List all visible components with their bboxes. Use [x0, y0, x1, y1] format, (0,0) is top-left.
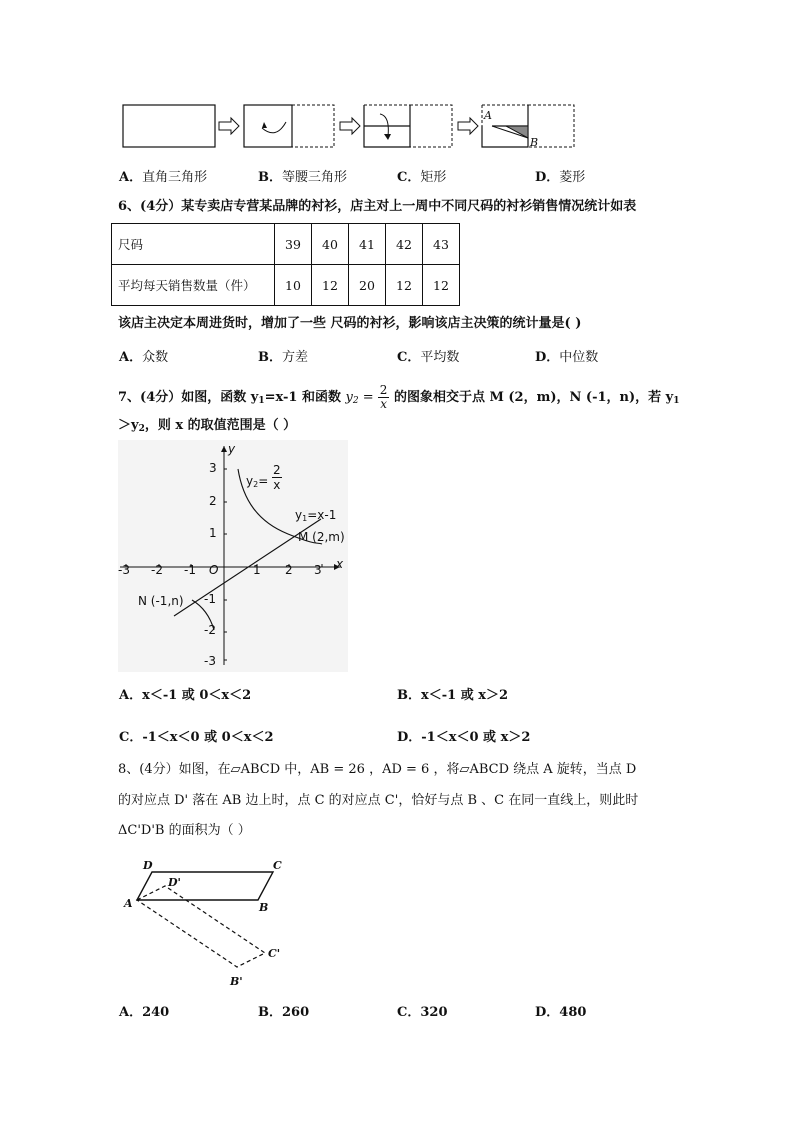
x-tick: 1 [253, 563, 261, 577]
q8-stem-line2: 的对应点 D' 落在 AB 边上时，点 C 的对应点 C'，恰好与点 B 、C 在同一直线上，则此时 [118, 793, 639, 808]
q6-option-a[interactable]: A．众数 [119, 350, 169, 365]
fig5-label-a: A [484, 109, 492, 122]
y-tick: -1 [204, 592, 216, 606]
label-b-prime: B' [230, 975, 243, 988]
table-row [112, 224, 460, 265]
fig5-label-b: B [530, 136, 539, 149]
q7-stem-line2: $>y_2$，则 x 的取值范围是（ ） [118, 418, 297, 434]
table-cell: 40 [312, 224, 349, 265]
q6-option-b[interactable]: B．方差 [258, 350, 309, 365]
point-m-label: M (2,m) [298, 530, 345, 544]
point-n-label: N (-1,n) [138, 594, 184, 608]
q8-option-d[interactable]: D．480 [535, 1005, 587, 1020]
label-c-prime: C' [268, 947, 281, 960]
q7-function-graph [118, 440, 348, 672]
parallelogram-abcd [137, 872, 273, 900]
table-cell: 20 [349, 265, 386, 306]
q6-after-text: 该店主决定本周进货时，增加了一些 尺码的衬衫，影响该店主决策的统计量是( ) [118, 316, 582, 331]
q5-folding-figure [118, 100, 588, 155]
y2-curve-label: y2= [246, 474, 269, 489]
q7-option-a[interactable]: A．x＜-1 或 0＜x＜2 [119, 688, 252, 703]
y-tick: 1 [209, 526, 217, 540]
table-cell: 12 [386, 265, 423, 306]
table-cell: 43 [423, 224, 460, 265]
y2-curve-frac: 2 x [273, 463, 281, 492]
table-cell: 10 [275, 265, 312, 306]
q6-size-table [111, 223, 460, 306]
parallelogram-ad1c1b1 [137, 886, 265, 967]
arrow-right-icon [340, 118, 360, 134]
fold-arrow-icon [380, 114, 388, 136]
arrow-right-icon [458, 118, 478, 134]
x-axis-label: x [336, 557, 344, 571]
label-c: C [273, 859, 282, 872]
y-axis-label: y [228, 442, 236, 456]
q6-option-c[interactable]: C．平均数 [397, 350, 460, 365]
q7-option-d[interactable]: D．-1＜x＜0 或 x＞2 [397, 730, 531, 745]
x-tick: -2 [151, 563, 163, 577]
table-cell: 尺码 [112, 224, 275, 265]
q7-option-b[interactable]: B．x＜-1 或 x＞2 [397, 688, 509, 703]
x-tick: 3 [314, 563, 322, 577]
paper-rect-1 [123, 105, 215, 147]
q8-stem-line1: 8、(4分）如图，在▱ABCD 中，AB = 26 ，AD = 6 ，将▱ABCD 绕点 A 旋转，当点 D [118, 762, 637, 777]
table-cell: 41 [349, 224, 386, 265]
table-row [112, 265, 460, 306]
q7-option-c[interactable]: C．-1＜x＜0 或 0＜x＜2 [119, 730, 274, 745]
y1-line-label: y1=x-1 [295, 508, 337, 523]
x-tick: 2 [285, 563, 293, 577]
q7-stem-line1: 7、(4分）如图，函数 $y_1=x-1$ 和函数 $y_2$ = $\frac{2}{x}$ 的图象相交于点 M (2，m)，N (-1，n)，若 $y_1$ [118, 383, 680, 411]
q8-option-a[interactable]: A．240 [119, 1005, 170, 1020]
arrow-right-icon [219, 118, 239, 134]
table-cell: 42 [386, 224, 423, 265]
paper-rect-2 [244, 105, 292, 147]
q5-option-b[interactable]: B．等腰三角形 [258, 170, 348, 185]
table-cell: 平均每天销售数量（件） [112, 265, 275, 306]
label-a: A [124, 897, 133, 910]
y-tick: -2 [204, 623, 216, 637]
y-tick: 3 [209, 461, 217, 475]
q5-option-c[interactable]: C．矩形 [397, 170, 447, 185]
q5-option-d[interactable]: D．菱形 [535, 170, 586, 185]
q8-stem-line3: ΔC'D'B 的面积为（ ） [118, 823, 251, 838]
q6-option-d[interactable]: D．中位数 [535, 350, 599, 365]
label-d: D [143, 859, 153, 872]
x-tick: -3 [118, 563, 130, 577]
table-cell: 12 [423, 265, 460, 306]
x-tick: -1 [184, 563, 196, 577]
origin-label: O [209, 563, 219, 577]
q6-stem: 6、(4分）某专卖店专营某品牌的衬衫，店主对上一周中不同尺码的衬衫销售情况统计如表 [118, 199, 637, 214]
q5-option-a[interactable]: A．直角三角形 [119, 170, 208, 185]
y-tick: -3 [204, 654, 216, 668]
q8-parallelogram-figure [120, 855, 300, 990]
label-d-prime: D' [168, 876, 181, 889]
label-b: B [259, 901, 269, 914]
y-tick: 2 [209, 494, 217, 508]
q8-option-b[interactable]: B．260 [258, 1005, 310, 1020]
table-cell: 12 [312, 265, 349, 306]
table-cell: 39 [275, 224, 312, 265]
q8-option-c[interactable]: C．320 [397, 1005, 448, 1020]
